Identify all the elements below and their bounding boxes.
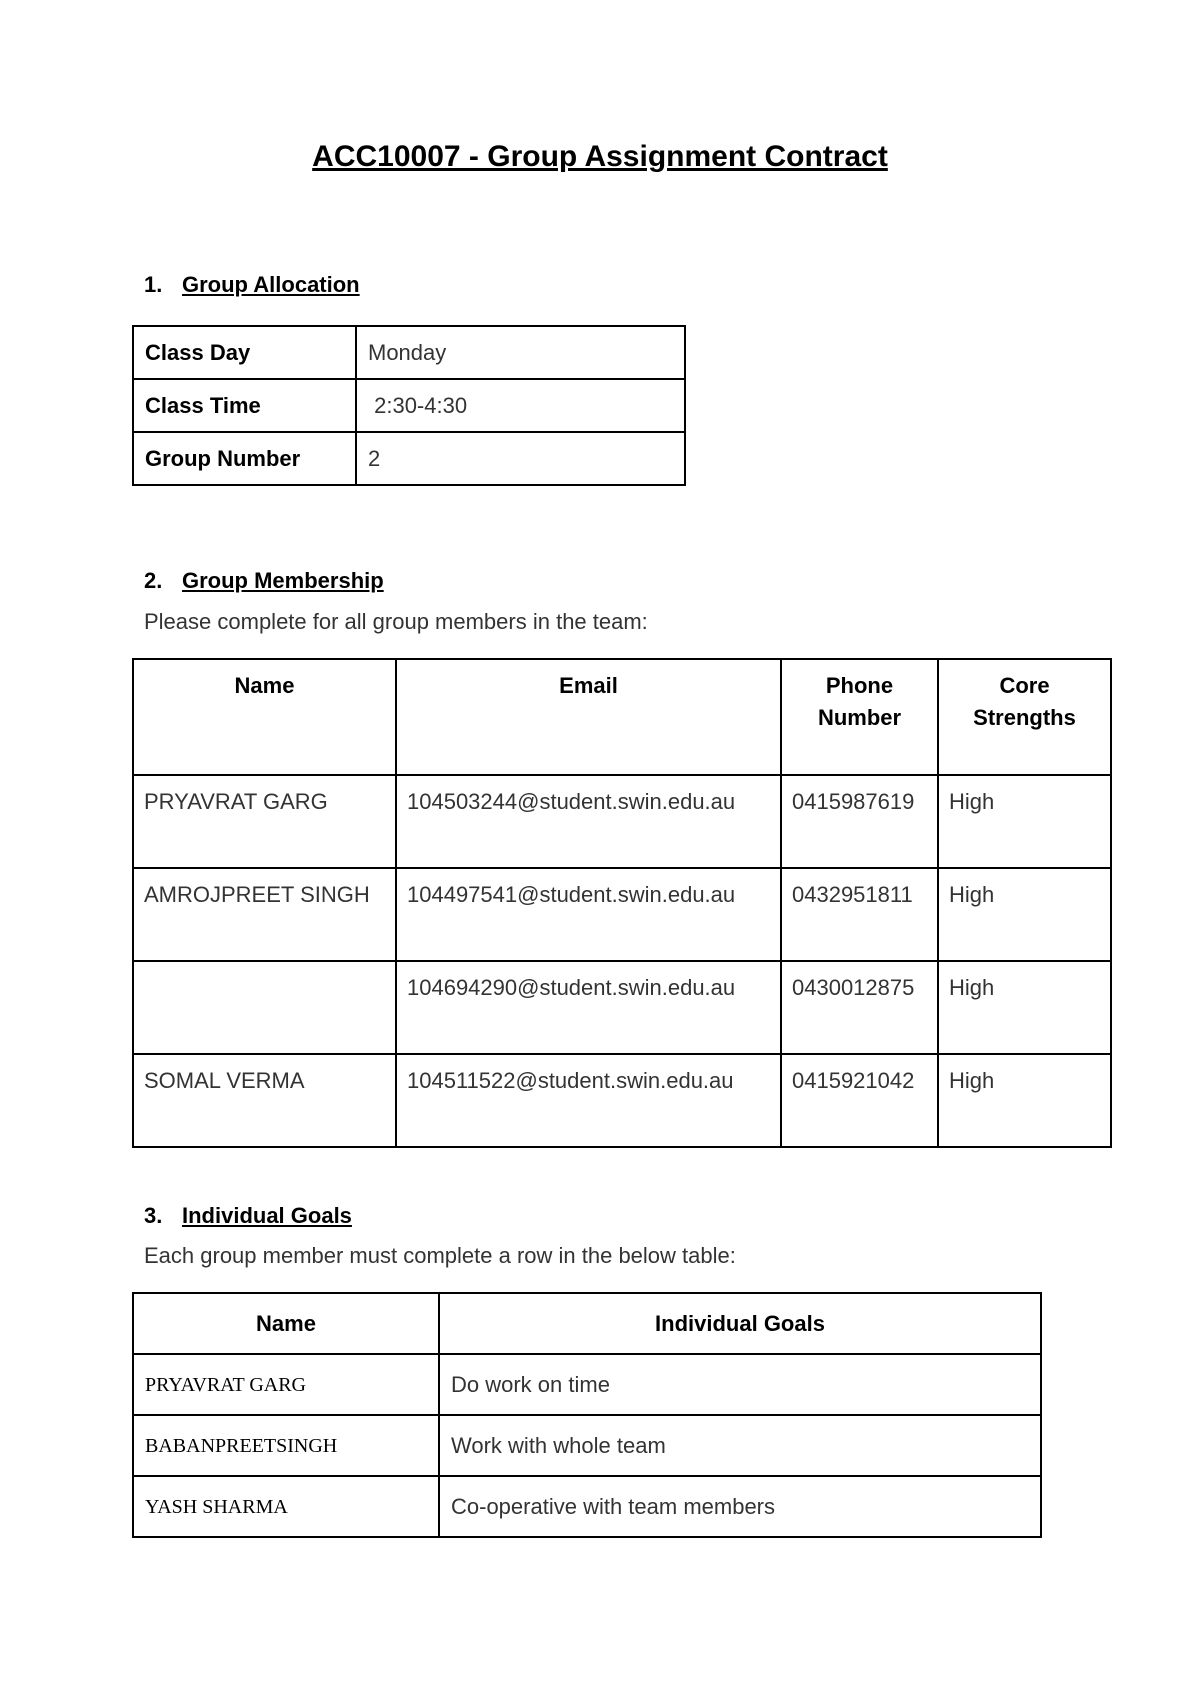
section-number: 3. [144, 1203, 163, 1228]
goal-text: Co-operative with team members [439, 1476, 1041, 1537]
section-number: 2. [144, 568, 163, 593]
member-strength: High [938, 961, 1111, 1054]
member-name: PRYAVRAT GARG [133, 775, 396, 868]
column-header-name: Name [133, 659, 396, 775]
goal-member-name: BABANPREETSINGH [133, 1415, 439, 1476]
goal-text: Work with whole team [439, 1415, 1041, 1476]
member-phone: 0432951811 [781, 868, 938, 961]
table-row [133, 1476, 1041, 1537]
group-allocation-table [132, 325, 686, 486]
column-header-name: Name [133, 1293, 439, 1354]
group-number-value: 2 [356, 432, 685, 485]
member-name [133, 961, 396, 1054]
class-time-label: Class Time [133, 379, 356, 432]
column-header-strengths: Core Strengths [938, 659, 1111, 775]
class-day-value: Monday [356, 326, 685, 379]
table-row [133, 1054, 1111, 1147]
member-name: SOMAL VERMA [133, 1054, 396, 1147]
class-day-label: Class Day [133, 326, 356, 379]
section-title: Group Membership [182, 568, 384, 593]
section-heading-group-membership [144, 568, 384, 594]
membership-instructions: Please complete for all group members in the team: [144, 609, 648, 634]
individual-goals-table [132, 1292, 1042, 1538]
section-number: 1. [144, 272, 163, 297]
page-title: ACC10007 - Group Assignment Contract [312, 140, 888, 173]
table-row [133, 775, 1111, 868]
member-email: 104511522@student.swin.edu.au [396, 1054, 781, 1147]
member-phone: 0415921042 [781, 1054, 938, 1147]
group-membership-table [132, 658, 1112, 1148]
table-row [133, 961, 1111, 1054]
member-email: 104497541@student.swin.edu.au [396, 868, 781, 961]
member-phone: 0415987619 [781, 775, 938, 868]
table-row [133, 868, 1111, 961]
column-header-phone: Phone Number [781, 659, 938, 775]
table-row [133, 1415, 1041, 1476]
goal-member-name: YASH SHARMA [133, 1476, 439, 1537]
table-row [133, 379, 685, 432]
class-time-value: 2:30-4:30 [356, 379, 685, 432]
table-row [133, 432, 685, 485]
table-header-row [133, 659, 1111, 775]
member-email: 104694290@student.swin.edu.au [396, 961, 781, 1054]
member-strength: High [938, 868, 1111, 961]
column-header-email: Email [396, 659, 781, 775]
member-strength: High [938, 775, 1111, 868]
member-name: AMROJPREET SINGH [133, 868, 396, 961]
section-title: Group Allocation [182, 272, 360, 297]
table-row [133, 326, 685, 379]
member-email: 104503244@student.swin.edu.au [396, 775, 781, 868]
table-header-row [133, 1293, 1041, 1354]
section-title: Individual Goals [182, 1203, 352, 1228]
section-heading-group-allocation [144, 272, 360, 298]
table-row [133, 1354, 1041, 1415]
member-strength: High [938, 1054, 1111, 1147]
group-number-label: Group Number [133, 432, 356, 485]
member-phone: 0430012875 [781, 961, 938, 1054]
section-heading-individual-goals [144, 1203, 352, 1229]
goals-instructions: Each group member must complete a row in the below table: [144, 1243, 736, 1268]
column-header-goals: Individual Goals [439, 1293, 1041, 1354]
goal-member-name: PRYAVRAT GARG [133, 1354, 439, 1415]
goal-text: Do work on time [439, 1354, 1041, 1415]
